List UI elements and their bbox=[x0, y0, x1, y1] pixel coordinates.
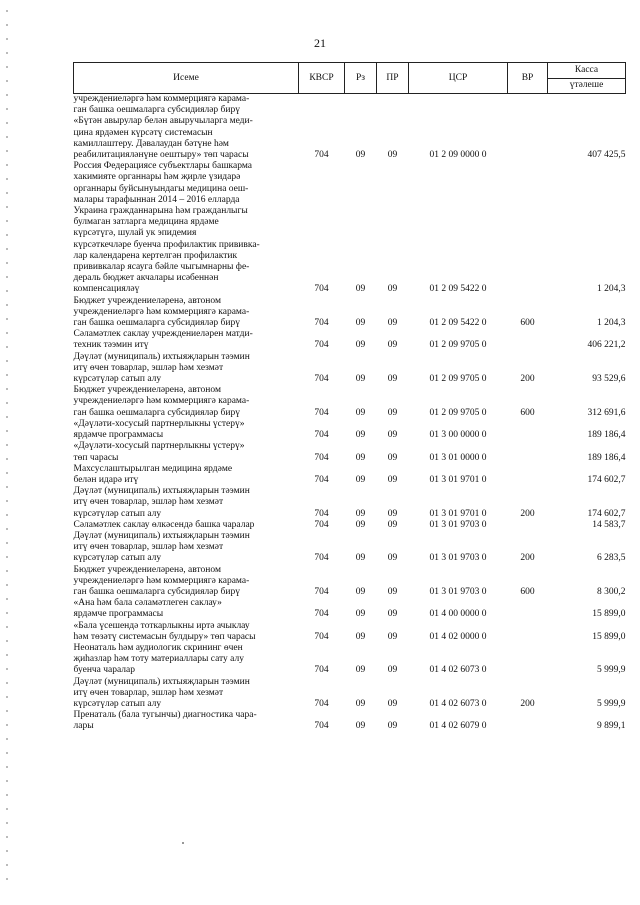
row-rz: 09 bbox=[355, 150, 366, 161]
row-pr: 09 bbox=[387, 430, 398, 441]
table-row bbox=[74, 441, 626, 463]
row-pr: 09 bbox=[387, 374, 398, 385]
row-amount: 312 691,6 bbox=[587, 407, 626, 418]
row-kvsr: 704 bbox=[314, 430, 329, 441]
row-csr: 01 3 01 9701 0 bbox=[429, 474, 487, 485]
row-amount: 15 899,0 bbox=[592, 609, 626, 620]
table-body bbox=[74, 94, 626, 733]
row-name: Сәламәтлек саклау учреждениеләрен матди- техник тәэмин итү bbox=[73, 329, 253, 351]
row-kvsr: 704 bbox=[314, 665, 329, 676]
row-vr bbox=[508, 520, 548, 531]
row-name: Дәүләт (муниципаль) ихтыяҗларын тәэмин итү өчен товарлар, эшләр һәм хезмәт күрсәтүләр сатып алу bbox=[73, 486, 250, 519]
table-row bbox=[74, 329, 626, 351]
row-csr: 01 4 02 0000 0 bbox=[429, 631, 487, 642]
row-name: «Дәүләти-хосусый партнерлыкны үстерү» ярдәмче программасы bbox=[73, 418, 245, 441]
row-amount: 6 283,5 bbox=[597, 553, 626, 564]
table-row bbox=[74, 677, 626, 711]
row-kvsr: 704 bbox=[314, 586, 329, 597]
row-csr: 01 2 09 5422 0 bbox=[429, 318, 487, 329]
table-row bbox=[74, 296, 626, 330]
row-amount: 93 529,6 bbox=[592, 374, 626, 385]
row-pr: 09 bbox=[387, 150, 398, 161]
row-csr: 01 4 02 6073 0 bbox=[429, 698, 487, 709]
row-csr: 01 3 01 0000 0 bbox=[429, 452, 487, 463]
page-number: 21 bbox=[314, 36, 326, 50]
row-csr: 01 2 09 9705 0 bbox=[429, 407, 487, 418]
row-amount: 9 899,1 bbox=[597, 721, 626, 732]
row-vr: 600 bbox=[520, 586, 535, 597]
row-pr: 09 bbox=[387, 665, 398, 676]
row-amount: 8 300,2 bbox=[597, 586, 626, 597]
row-name: Дәүләт (муниципаль) ихтыяҗларын тәэмин итү өчен товарлар, эшләр һәм хезмәт күрсәтүләр сатып алу bbox=[73, 530, 250, 564]
row-vr bbox=[508, 621, 548, 643]
row-vr bbox=[508, 441, 548, 463]
header-vr: ВР bbox=[508, 63, 548, 94]
row-rz: 09 bbox=[355, 631, 366, 642]
row-kvsr: 704 bbox=[314, 474, 329, 485]
row-kvsr: 704 bbox=[314, 407, 329, 418]
row-name: «Дәүләти-хосусый партнерлыкны үстерү» төп чарасы bbox=[73, 441, 245, 463]
row-rz: 09 bbox=[355, 586, 366, 597]
row-vr: 600 bbox=[520, 318, 535, 329]
table-row bbox=[74, 598, 626, 620]
row-rz: 09 bbox=[355, 452, 366, 463]
row-csr: 01 3 01 9703 0 bbox=[429, 586, 487, 597]
row-name: Россия Федерациясе субъектлары башкарма хакимияте органнары һәм җирле үзидарә органнары буйсынуындагы медицина оеш- малары тарафыннан 2014 – 2016 елларда Украина гражданнарына һәм гражданлыгы булмаган затларга медицина ярдәме күрсәтүгә, шулай ук эпидемия күрсәткечләре буенча профилактик прививка- лар календарена кертелгән профилактик прививкалар ясауга бәйле чыгымнарны фе- дераль бюджет акчалары исәбеннән компенсацияләү bbox=[73, 161, 260, 295]
table-row bbox=[74, 464, 626, 486]
row-pr: 09 bbox=[387, 474, 398, 485]
row-pr: 09 bbox=[387, 284, 398, 295]
table-header-row bbox=[74, 63, 626, 94]
table-row bbox=[74, 385, 626, 419]
row-amount: 5 999,9 bbox=[597, 665, 626, 676]
row-rz bbox=[345, 94, 377, 117]
row-csr: 01 2 09 9705 0 bbox=[429, 340, 487, 351]
row-csr: 01 4 00 0000 0 bbox=[429, 609, 487, 620]
row-amount: 189 186,4 bbox=[587, 430, 626, 441]
row-amount: 5 999,9 bbox=[597, 698, 626, 709]
header-name: Исеме bbox=[74, 63, 299, 94]
row-pr: 09 bbox=[387, 631, 398, 642]
row-amount: 406 221,2 bbox=[587, 340, 626, 351]
row-kvsr: 704 bbox=[314, 318, 329, 329]
row-vr bbox=[508, 329, 548, 351]
header-rz: Рз bbox=[345, 63, 377, 94]
row-kvsr: 704 bbox=[314, 519, 329, 530]
row-rz: 09 bbox=[355, 474, 366, 485]
row-amount: 174 602,7 bbox=[587, 508, 626, 519]
row-vr: 200 bbox=[520, 374, 535, 385]
table-row bbox=[74, 710, 626, 732]
row-kvsr: 704 bbox=[314, 452, 329, 463]
row-vr bbox=[508, 116, 548, 161]
row-rz: 09 bbox=[355, 665, 366, 676]
row-amount: 189 186,4 bbox=[587, 452, 626, 463]
row-amount: 174 602,7 bbox=[587, 474, 626, 485]
row-amount: 15 899,0 bbox=[592, 631, 626, 642]
row-csr: 01 3 01 9701 0 bbox=[429, 508, 487, 519]
row-pr: 09 bbox=[387, 508, 398, 519]
row-kvsr: 704 bbox=[314, 340, 329, 351]
row-csr: 01 2 09 5422 0 bbox=[429, 284, 487, 295]
row-amount: 1 204,3 bbox=[597, 284, 626, 295]
row-vr: 200 bbox=[520, 508, 535, 519]
row-name: Бюджет учреждениеләренә, автоном учреждениеләргә һәм коммерциягә карама- ган башка оешмаларга субсидияләр бирү bbox=[73, 564, 250, 597]
binding-margin-dots bbox=[6, 10, 8, 890]
row-vr bbox=[508, 94, 548, 117]
row-kvsr: 704 bbox=[314, 150, 329, 161]
scan-speck bbox=[182, 842, 184, 844]
row-pr: 09 bbox=[387, 452, 398, 463]
row-name: Дәүләт (муниципаль) ихтыяҗларын тәэмин итү өчен товарлар, эшләр һәм хезмәт күрсәтүләр сатып алу bbox=[73, 676, 250, 709]
row-csr bbox=[409, 94, 508, 117]
header-csr: ЦСР bbox=[409, 63, 508, 94]
row-rz: 09 bbox=[355, 609, 366, 620]
row-rz: 09 bbox=[355, 508, 366, 519]
row-kvsr: 704 bbox=[314, 631, 329, 642]
row-rz: 09 bbox=[355, 430, 366, 441]
row-amount: 407 425,5 bbox=[587, 150, 626, 161]
row-amount bbox=[548, 94, 626, 117]
row-csr: 01 4 02 6073 0 bbox=[429, 665, 487, 676]
header-kvsr: КВСР bbox=[299, 63, 345, 94]
row-name: «Бүтән авырулар белән авыручыларга меди- цина ярдәмен күрсәтү системасын камиллаштеру. Дәвалаудан бәтүне һәм реабилитацияләнүне оештыру» төп чарасы bbox=[73, 116, 253, 161]
budget-table bbox=[73, 62, 626, 733]
row-kvsr: 704 bbox=[314, 284, 329, 295]
row-rz: 09 bbox=[355, 553, 366, 564]
row-rz: 09 bbox=[355, 721, 366, 732]
table-row bbox=[74, 565, 626, 599]
row-name: «Бала үсешендә тоткарлыкны иртә ачыклау һәм төзәтү системасын булдыру» төп чарасы bbox=[73, 620, 256, 642]
row-rz: 09 bbox=[355, 519, 366, 530]
row-pr: 09 bbox=[387, 407, 398, 418]
row-pr: 09 bbox=[387, 698, 398, 709]
row-amount: 1 204,3 bbox=[597, 318, 626, 329]
row-rz: 09 bbox=[355, 284, 366, 295]
row-kvsr: 704 bbox=[314, 609, 329, 620]
row-name: Бюджет учреждениеләренә, автоном учреждениеләргә һәм коммерциягә карама- ган башка оешмаларга субсидияләр бирү bbox=[73, 295, 250, 329]
table-row bbox=[74, 116, 626, 161]
table-row bbox=[74, 643, 626, 677]
row-vr bbox=[508, 598, 548, 620]
row-name: Неонаталь һәм аудиологик скрининг өчен җиһазлар һәм тоту материаллары сату алу буенча чаралар bbox=[73, 642, 244, 676]
row-kvsr bbox=[299, 94, 345, 117]
row-pr: 09 bbox=[387, 721, 398, 732]
row-pr: 09 bbox=[387, 519, 398, 530]
row-vr: 600 bbox=[520, 407, 535, 418]
row-csr: 01 2 09 9705 0 bbox=[429, 374, 487, 385]
row-csr: 01 2 09 0000 0 bbox=[429, 150, 487, 161]
row-vr bbox=[508, 464, 548, 486]
row-amount: 14 583,7 bbox=[592, 519, 626, 530]
row-name: Пренаталь (бала тугынчы) диагностика чара- лары bbox=[73, 710, 257, 732]
table-row bbox=[74, 419, 626, 441]
table-row bbox=[74, 621, 626, 643]
header-kassa bbox=[548, 63, 626, 94]
row-rz: 09 bbox=[355, 698, 366, 709]
row-pr: 09 bbox=[387, 318, 398, 329]
table-row bbox=[74, 94, 626, 117]
row-kvsr: 704 bbox=[314, 698, 329, 709]
row-vr bbox=[508, 643, 548, 677]
row-csr: 01 3 01 9703 0 bbox=[429, 519, 487, 530]
table-row bbox=[74, 531, 626, 565]
row-vr bbox=[508, 710, 548, 732]
row-kvsr: 704 bbox=[314, 553, 329, 564]
row-csr: 01 4 02 6079 0 bbox=[429, 721, 487, 732]
row-name: Махсуслаштырылган медицина ярдәме белән идарә итү bbox=[73, 463, 233, 485]
row-kvsr: 704 bbox=[314, 508, 329, 519]
row-vr bbox=[508, 161, 548, 295]
row-pr: 09 bbox=[387, 609, 398, 620]
row-vr: 200 bbox=[520, 698, 535, 709]
row-vr bbox=[508, 419, 548, 441]
row-name: «Ана һәм бала сәламәтлеген саклау» ярдәмче программасы bbox=[73, 598, 222, 620]
row-rz: 09 bbox=[355, 374, 366, 385]
row-kvsr: 704 bbox=[314, 374, 329, 385]
row-name: Сәламәтлек саклау өлкәсендә башка чаралар bbox=[73, 519, 255, 530]
header-kassa-bottom: үтәлеше bbox=[548, 78, 625, 91]
table-row bbox=[74, 486, 626, 520]
row-csr: 01 3 00 0000 0 bbox=[429, 430, 487, 441]
row-name: учреждениеләргә һәм коммерциягә карама- ган башка оешмаларга субсидияләр бирү bbox=[73, 94, 250, 116]
row-rz: 09 bbox=[355, 407, 366, 418]
table-row bbox=[74, 352, 626, 386]
row-pr bbox=[377, 94, 409, 117]
table-row bbox=[74, 520, 626, 531]
header-pr: ПР bbox=[377, 63, 409, 94]
row-name: Дәүләт (муниципаль) ихтыяҗларын тәэмин итү өчен товарлар, эшләр һәм хезмәт күрсәтүләр сатып алу bbox=[73, 351, 250, 385]
row-pr: 09 bbox=[387, 553, 398, 564]
row-pr: 09 bbox=[387, 340, 398, 351]
row-csr: 01 3 01 9703 0 bbox=[429, 553, 487, 564]
row-name: Бюджет учреждениеләренә, автоном учреждениеләргә һәм коммерциягә карама- ган башка оешмаларга субсидияләр бирү bbox=[73, 385, 250, 418]
table-row bbox=[74, 161, 626, 295]
row-rz: 09 bbox=[355, 340, 366, 351]
row-kvsr: 704 bbox=[314, 721, 329, 732]
header-kassa-top: Касса bbox=[574, 65, 599, 75]
row-pr: 09 bbox=[387, 586, 398, 597]
row-vr: 200 bbox=[520, 553, 535, 564]
row-rz: 09 bbox=[355, 318, 366, 329]
